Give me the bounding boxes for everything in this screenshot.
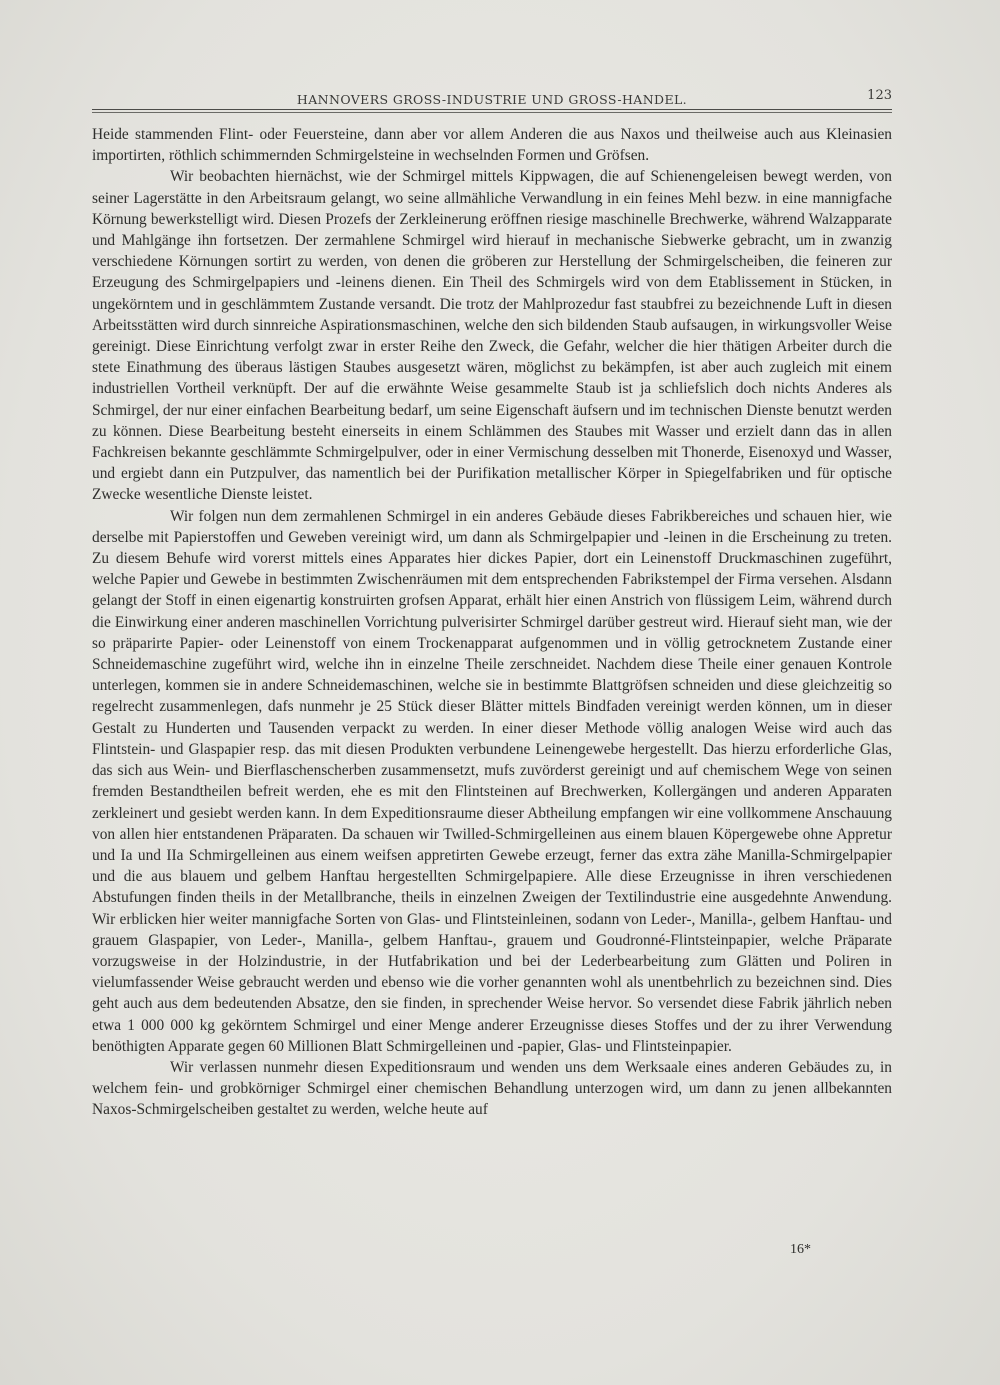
header-rule — [92, 109, 892, 110]
header-rule-thin — [92, 112, 892, 113]
paragraph: Wir folgen nun dem zermahlenen Schmirgel in ein anderes Gebäude dieses Fabrikbereiches und schauen hier, wie derselbe mit Papierstoffen und Geweben vereinigt wird, um dann als Schmirgelpapier und -leinen in die Erscheinung zu treten. Zu diesem Behufe wird vorerst mittels eines Apparates hier dickes Papier, dort ein Leinenstoff Druckmaschinen zugeführt, welche Papier und Gewebe in bestimmten Zwischenräumen mit dem entsprechenden Fabrikstempel der Firma versehen. Alsdann gelangt der Stoff in einen eigenartig konstruirten grofsen Apparat, erhält hier einen Anstrich von flüssigem Leim, während durch die Einwirkung einer anderen maschinellen Vorrichtung pulverisirter Schmirgel darüber gestreut wird. Hierauf sieht man, wie der so präparirte Papier- oder Leinenstoff von einem Trockenapparat aufgenommen und in völlig getrocknetem Zustande einer Schneidemaschine zugeführt wird, welche ihn in einzelne Theile zerschneidet. Nachdem diese Theile einer genauen Kontrole unterlegen, kommen sie in andere Schneidemaschinen, welche sie in bestimmte Blattgröfsen schneiden und diese gleichzeitig so regelrecht zusammenlegen, dafs nunmehr je 25 Stück dieser Blätter mittels Bindfaden vereinigt werden können, um in dieser Gestalt zu Hunderten und Tausenden verpackt zu werden. In einer dieser Methode völlig analogen Weise wird auch das Flintstein- und Glaspapier resp. das mit diesen Produkten verbundene Leinengewebe hergestellt. Das hierzu erforderliche Glas, das sich aus Wein- und Bierflaschenscherben zusammensetzt, mufs zuvörderst gereinigt und auf chemischem Wege von seinen fremden Bestandtheilen befreit werden, ehe es mit den Flintsteinen auf Brechwerken, Kollergängen und anderen Apparaten zerkleinert und gesiebt werden kann. In dem Expeditionsraume dieser Abtheilung empfangen wir eine vollkommene Anschauung von allen hier entstandenen Präparaten. Da schauen wir Twilled-Schmirgelleinen aus einem blauen Köpergewebe ohne Appretur und Ia und IIa Schmirgelleinen aus einem weifsen appretirten Gewebe erzeugt, ferner das extra zähe Manilla-Schmirgelpapier und die aus blauem und gelbem Hanftau hergestellten Schmirgelpapiere. Alle diese Erzeugnisse in ihren verschiedenen Abstufungen finden theils in der Metallbranche, theils in einzelnen Zweigen der Textilindustrie eine ausgedehnte Anwendung. Wir erblicken hier weiter mannigfache Sorten von Glas- und Flintsteinleinen, sodann von Leder-, Manilla-, gelbem Hanftau- und grauem Glaspapier, von Leder-, Manilla-, gelbem Hanftau-, grauem und Goudronné-Flintsteinpapier, welche Präparate vorzugsweise in der Holzindustrie, in der Hutfabrikation und bei der Lederbearbeitung zum Glätten und Poliren in vielumfassender Weise gebraucht werden und ebenso wie die vorher genannten wohl als unentbehrlich zu bezeichnen sind. Dies geht auch aus dem bedeutenden Absatze, den sie finden, in sprechender Weise hervor. So versendet diese Fabrik jährlich neben etwa 1 000 000 kg gekörntem Schmirgel und einer Menge anderer Erzeugnisse dieses Stoffes und der zu ihrer Verwendung benöthigten Apparate gegen 60 Millionen Blatt Schmirgelleinen und -papier, Glas- und Flintsteinpapier. — [92, 507, 892, 1055]
page-header — [92, 88, 892, 118]
paragraph: Wir beobachten hiernächst, wie der Schmirgel mittels Kippwagen, die auf Schienengeleisen bewegt werden, von seiner Lagerstätte in den Arbeitsraum gelangt, wo seine allmähliche Verwandlung in ein feines Mehl bezw. in eine mannigfache Körnung bewerkstelligt wird. Diesen Prozefs der Zerkleinerung eröffnen riesige maschinelle Brechwerke, während Walzapparate und Mahlgänge ihn fortsetzen. Der zermahlene Schmirgel wird hierauf in mechanische Siebwerke gebracht, um in zwanzig verschiedene Körnungen sortirt zu werden, von denen die gröberen zur Herstellung der Schmirgelscheiben, die feineren zur Erzeugung des Schmirgelpapiers und -leinens dienen. Ein Theil des Schmirgels wird von dem Etablissement in Stücken, in ungekörntem und in geschlämmtem Zustande versandt. Die trotz der Mahlprozedur fast staubfrei zu bezeichnende Luft in diesen Arbeitsstätten wird durch sinnreiche Aspirationsmaschinen, welche den sich bildenden Staub aufsaugen, in wirkungsvoller Weise gereinigt. Diese Einrichtung verfolgt zwar in erster Reihe den Zweck, die Gefahr, welcher die hier thätigen Arbeiter durch die stete Einathmung des überaus lästigen Staubes ausgesetzt wären, möglichst zu bekämpfen, ist aber auch zugleich mit einem industriellen Vortheil verknüpft. Der auf die erwähnte Weise gesammelte Staub ist ja schliefslich doch nichts Anderes als Schmirgel, der nur einer einfachen Bearbeitung bedarf, um seine Eigenschaft äufsern und im technischen Dienste benutzt werden zu können. Diese Bearbeitung besteht einerseits in einem Schlämmen des Staubes mit Wasser und erzielt dann das in allen Fachkreisen bekannte geschlämmte Schmirgelpulver, oder in einer Vermischung desselben mit Thonerde, Eisenoxyd und Wasser, und ergiebt dann ein Putzpulver, das namentlich bei der Purifikation metallischer Körper in Spiegelfabriken und für optische Zwecke wesentliche Dienste leistet. — [92, 168, 892, 504]
body-text — [92, 124, 892, 1121]
paragraph: Heide stammenden Flint- oder Feuersteine, dann aber vor allem Anderen die aus Naxos und theilweise auch aus Kleinasien importirten, röthlich schimmernden Schmirgelsteine in wechselnden Formen und Gröfsen. — [92, 126, 892, 165]
running-title: HANNOVERS GROSS-INDUSTRIE UND GROSS-HANDEL. — [296, 92, 688, 107]
paragraph: Wir verlassen nunmehr diesen Expeditionsraum und wenden uns dem Werksaale eines anderen Gebäudes zu, in welchem fein- und grobkörniger Schmirgel einer chemischen Behandlung unterzogen wird, um dann zu jenen allbekannten Naxos-Schmirgelscheiben gestaltet zu werden, welche heute auf — [92, 1058, 892, 1119]
page-number: 123 — [867, 88, 892, 103]
signature-mark: 16* — [790, 1242, 811, 1257]
